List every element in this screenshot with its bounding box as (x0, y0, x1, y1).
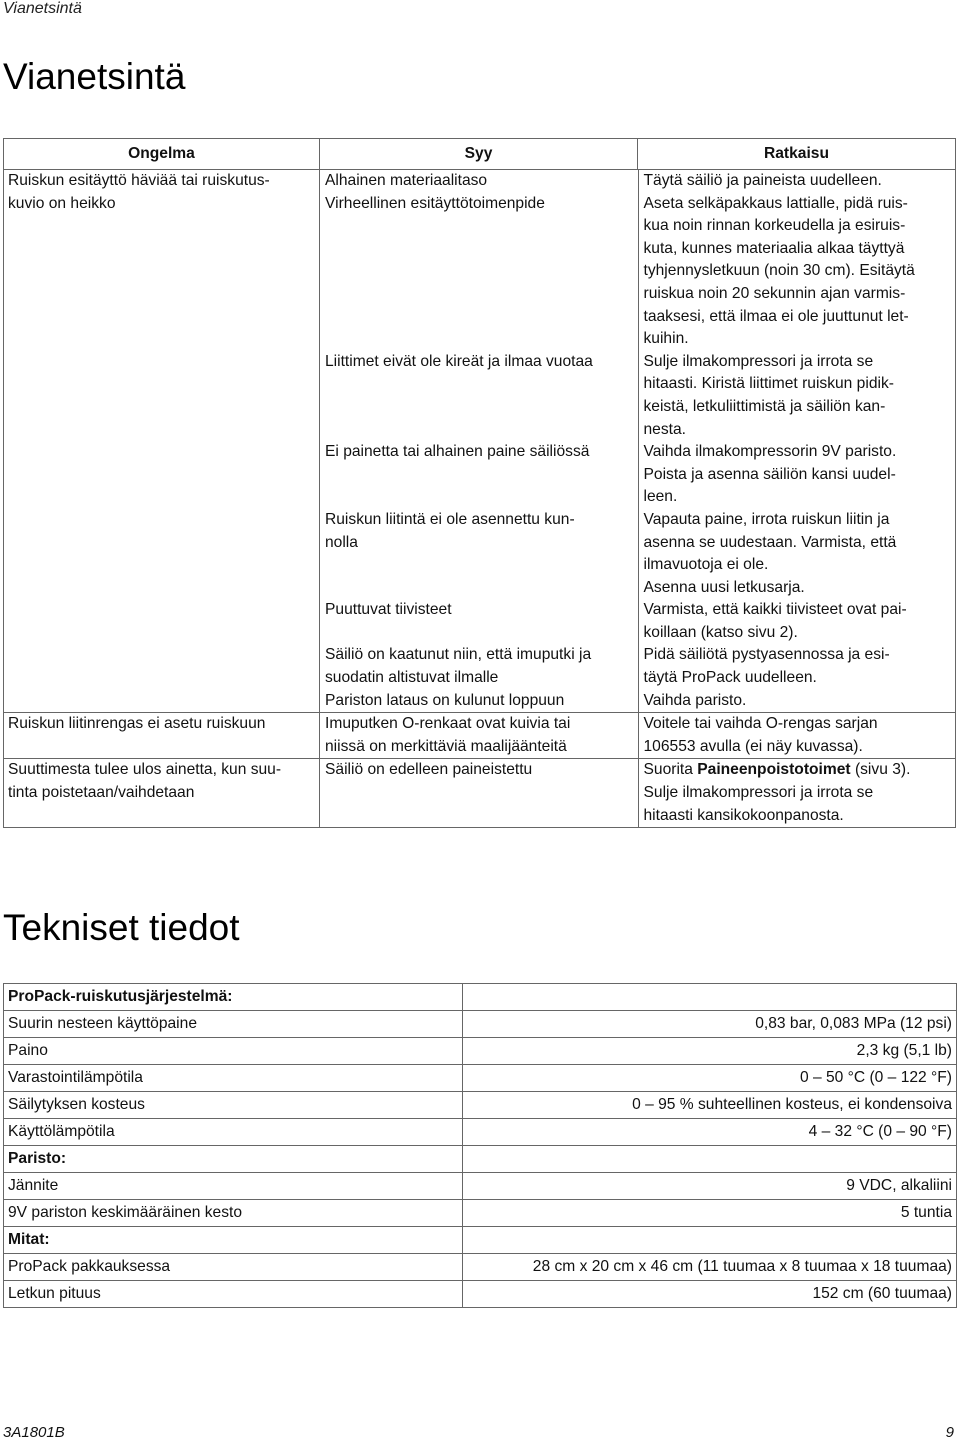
spec-value (463, 984, 957, 1011)
spec-value: 0 – 50 °C (0 – 122 °F) (463, 1065, 957, 1092)
cause-solution-pair (320, 644, 955, 689)
column-header-cause: Syy (320, 139, 638, 170)
cause-solution-pair (320, 193, 955, 351)
spec-value: 0,83 bar, 0,083 MPa (12 psi) (463, 1011, 957, 1038)
cause-text: Säiliö on kaatunut niin, että imuputki ja suodatin altistuvat ilmalle (325, 646, 592, 687)
spec-table (3, 983, 957, 1308)
cause-text: Puuttuvat tiivisteet (325, 601, 452, 619)
cause-solution-cell (320, 759, 956, 828)
running-header: Vianetsintä (3, 0, 82, 17)
solution-text: Varmista, että kaikki tiivisteet ovat pai- koillaan (katso sivu 2). (638, 599, 956, 644)
spec-row (4, 984, 957, 1011)
spec-value: 9 VDC, alkaliini (463, 1173, 957, 1200)
spec-value: 0 – 95 % suhteellinen kosteus, ei kondensoiva (463, 1092, 957, 1119)
column-header-solution: Ratkaisu (638, 139, 956, 170)
spec-value: 4 – 32 °C (0 – 90 °F) (463, 1119, 957, 1146)
cause-solution-pair (320, 713, 955, 758)
spec-row (4, 1038, 957, 1065)
cause-text: Liittimet eivät ole kireät ja ilmaa vuotaa (325, 352, 593, 370)
spec-value: 2,3 kg (5,1 lb) (463, 1038, 957, 1065)
table-row (4, 170, 956, 713)
spec-title: Tekniset tiedot (3, 907, 240, 948)
solution-emphasis: Paineenpoistotoimet (697, 761, 851, 779)
solution-text: Vaihda ilmakompressorin 9V paristo. Poista ja asenna säiliön kansi uudel- leen. (638, 441, 956, 509)
cause-solution-pair (320, 441, 955, 509)
spec-label: Paino (4, 1038, 463, 1065)
cause-solution-pair (320, 351, 955, 441)
solution-text: Vaihda paristo. (638, 690, 956, 713)
solution-text: Pidä säiliötä pystyasennossa ja esi- täytä ProPack uudelleen. (638, 644, 956, 689)
problem-cell: Suuttimesta tulee ulos ainetta, kun suu- tinta poistetaan/vaihdetaan (4, 759, 320, 828)
spec-group-heading: Mitat: (4, 1227, 463, 1254)
cause-solution-cell (320, 713, 956, 759)
cause-text: Alhainen materiaalitaso (325, 172, 488, 189)
spec-label: Säilytyksen kosteus (4, 1092, 463, 1119)
spec-body (4, 984, 957, 1308)
cause-solution-pair (320, 690, 955, 713)
spec-row (4, 1119, 957, 1146)
solution-text: Aseta selkäpakkaus lattialle, pidä ruis- kua noin rinnan korkeudella ja esiruis- kuta, kunnes materiaalia alkaa täyttyä tyhjennysletkuun (noin 30 cm). Esitäytä ruiskua noin 20 sekunnin ajan varmis- taaksesi, että ilmaa ei ole juuttunut let- kuihin. (638, 193, 956, 351)
spec-row (4, 1173, 957, 1200)
cause-solution-pair (320, 759, 955, 827)
section-title: Vianetsintä (3, 56, 186, 97)
spec-row (4, 1065, 957, 1092)
solution-text: Suorita Paineenpoistotoimet (sivu 3). Sulje ilmakompressori ja irrota se hitaasti kansikokoonpanosta. (638, 759, 956, 827)
spec-row (4, 1200, 957, 1227)
spec-label: ProPack pakkauksessa (4, 1254, 463, 1281)
cause-text: Virheellinen esitäyttötoimenpide (325, 194, 545, 212)
spec-value: 28 cm x 20 cm x 46 cm (11 tuumaa x 8 tuumaa x 18 tuumaa) (463, 1254, 957, 1281)
solution-text: Sulje ilmakompressori ja irrota se hitaasti. Kiristä liittimet ruiskun pidik- keistä, letkuliittimistä ja säiliön kan- nesta. (638, 351, 956, 441)
page-number: 9 (945, 1424, 954, 1441)
cause-text: Säiliö on edelleen paineistettu (325, 761, 533, 779)
spec-row (4, 1092, 957, 1119)
solution-rest: (sivu 3). Sulje ilmakompressori ja irrota se hitaasti kansikokoonpanosta. (643, 761, 911, 824)
cause-solution-cell (320, 170, 956, 713)
spec-label: Varastointilämpötila (4, 1065, 463, 1092)
cause-text: Ei painetta tai alhainen paine säiliössä (325, 443, 590, 461)
spec-group-heading: ProPack-ruiskutusjärjestelmä: (4, 984, 463, 1011)
solution-text: Voitele tai vaihda O-rengas sarjan 106553 avulla (ei näy kuvassa). (638, 713, 956, 758)
troubleshooting-table (3, 138, 956, 828)
spec-label: Käyttölämpötila (4, 1119, 463, 1146)
spec-group-heading: Paristo: (4, 1146, 463, 1173)
cause-text: Pariston lataus on kulunut loppuun (325, 691, 565, 709)
spec-row (4, 1011, 957, 1038)
spec-row (4, 1227, 957, 1254)
spec-row (4, 1281, 957, 1308)
spec-value (463, 1227, 957, 1254)
spec-row (4, 1146, 957, 1173)
troubleshooting-body (4, 170, 956, 828)
solution-text: Täytä säiliö ja paineista uudelleen. (638, 170, 956, 193)
table-header-row (4, 139, 956, 170)
cause-text: Imuputken O-renkaat ovat kuivia tai niissä on merkittäviä maalijäänteitä (325, 715, 571, 755)
spec-value: 152 cm (60 tuumaa) (463, 1281, 957, 1308)
spec-label: Suurin nesteen käyttöpaine (4, 1011, 463, 1038)
spec-label: 9V pariston keskimääräinen kesto (4, 1200, 463, 1227)
table-row (4, 713, 956, 759)
spec-label: Letkun pituus (4, 1281, 463, 1308)
cause-solution-pair (320, 509, 955, 599)
problem-cell: Ruiskun esitäyttö häviää tai ruiskutus- kuvio on heikko (4, 170, 320, 713)
cause-solution-pair (320, 599, 955, 644)
spec-row (4, 1254, 957, 1281)
spec-value (463, 1146, 957, 1173)
table-row (4, 759, 956, 828)
cause-solution-pair (320, 170, 955, 193)
solution-text: Vapauta paine, irrota ruiskun liitin ja asenna se uudestaan. Varmista, että ilmavuotoja ei ole. Asenna uusi letkusarja. (638, 509, 956, 599)
problem-cell: Ruiskun liitinrengas ei asetu ruiskuun (4, 713, 320, 759)
cause-text: Ruiskun liitintä ei ole asennettu kun- nolla (325, 510, 575, 551)
spec-value: 5 tuntia (463, 1200, 957, 1227)
column-header-problem: Ongelma (4, 139, 320, 170)
document-number: 3A1801B (3, 1424, 65, 1441)
spec-label: Jännite (4, 1173, 463, 1200)
